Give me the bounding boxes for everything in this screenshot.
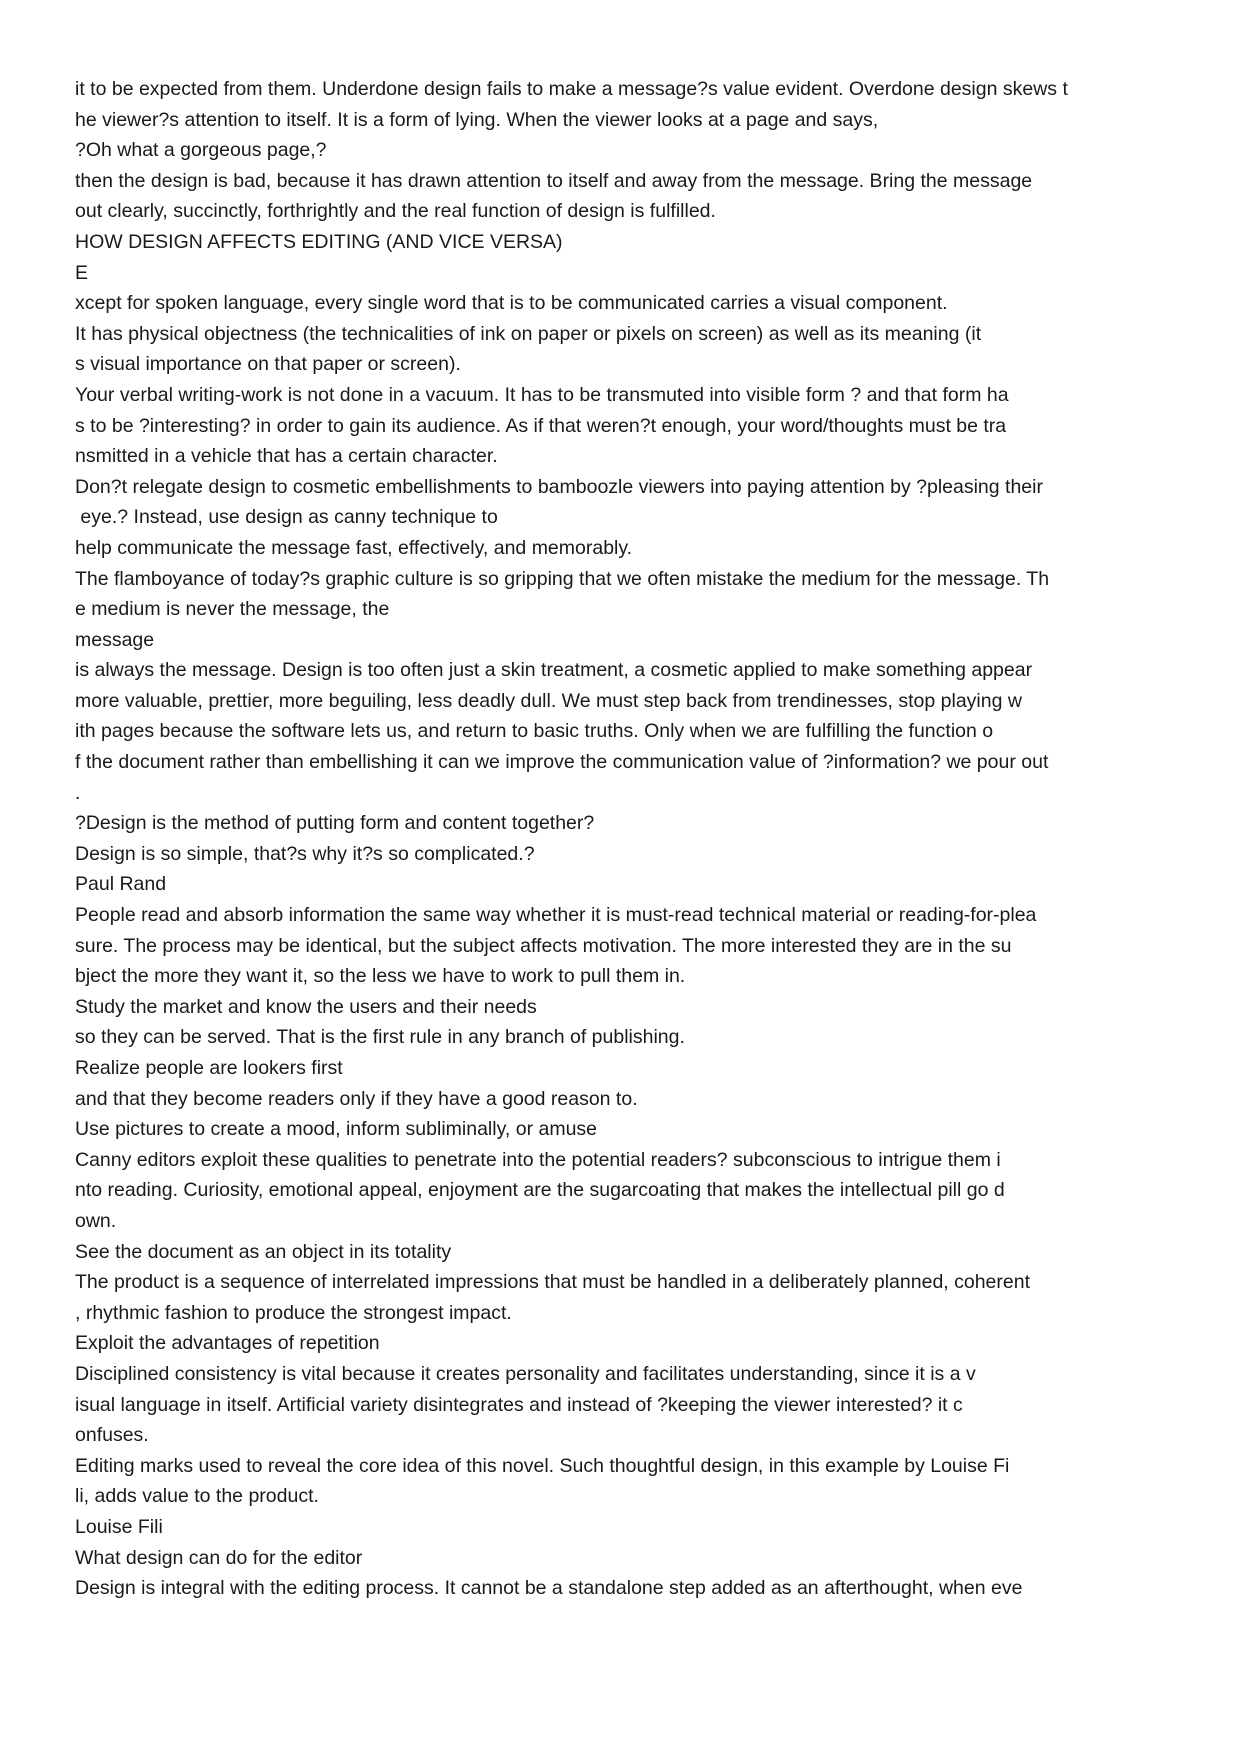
text-line: The product is a sequence of interrelated impressions that must be handled in a deliberately planned, coherent: [75, 1271, 1031, 1294]
text-line: help communicate the message fast, effectively, and memorably.: [75, 536, 633, 559]
text-line: s to be ?interesting? in order to gain its audience. As if that weren?t enough, your word/thoughts must be tra: [75, 414, 1007, 437]
text-line: Don?t relegate design to cosmetic embellishments to bamboozle viewers into paying attention by ?pleasing their: [75, 475, 1043, 498]
text-line: xcept for spoken language, every single word that is to be communicated carries a visual component.: [75, 292, 948, 315]
text-line: nsmitted in a vehicle that has a certain character.: [75, 445, 498, 468]
text-line: bject the more they want it, so the less we have to work to pull them in.: [75, 965, 686, 988]
text-line: message: [75, 628, 155, 651]
text-line: HOW DESIGN AFFECTS EDITING (AND VICE VERSA): [75, 230, 563, 253]
text-line: Paul Rand: [75, 873, 167, 896]
text-line: What design can do for the editor: [75, 1546, 363, 1569]
text-line: it to be expected from them. Underdone design fails to make a message?s value evident. Overdone design skews t: [75, 78, 1068, 100]
text-line: ith pages because the software lets us, and return to basic truths. Only when we are fulfilling the function o: [75, 720, 994, 743]
text-line: .: [75, 781, 81, 804]
text-line: Realize people are lookers first: [75, 1057, 343, 1079]
text-line: E: [75, 261, 89, 284]
text-line: s visual importance on that paper or screen).: [75, 353, 461, 376]
text-line: is always the message. Design is too often just a skin treatment, a cosmetic applied to make something appear: [75, 659, 1033, 682]
text-line: Exploit the advantages of repetition: [75, 1332, 380, 1355]
text-line: ?Design is the method of putting form and content together?: [75, 812, 595, 835]
text-line: then the design is bad, because it has drawn attention to itself and away from the message. Bring the message: [75, 169, 1033, 192]
text-line: Louise Fili: [75, 1515, 163, 1538]
text-line: so they can be served. That is the first rule in any branch of publishing.: [75, 1026, 685, 1049]
document-page: [75, 74, 1185, 1604]
text-line: See the document as an object in its totality: [75, 1240, 452, 1263]
text-line: Study the market and know the users and their needs: [75, 995, 537, 1018]
text-line: , rhythmic fashion to produce the strongest impact.: [75, 1301, 512, 1324]
text-line: own.: [75, 1209, 117, 1232]
text-line: sure. The process may be identical, but the subject affects motivation. The more interested they are in the su: [75, 934, 1012, 957]
text-line: It has physical objectness (the technicalities of ink on paper or pixels on screen) as well as its meaning (it: [75, 322, 982, 345]
text-line: The flamboyance of today?s graphic culture is so gripping that we often mistake the medium for the message. Th: [75, 567, 1050, 590]
text-line: Your verbal writing-work is not done in a vacuum. It has to be transmuted into visible form ? and that form ha: [75, 383, 1009, 406]
text-line: People read and absorb information the same way whether it is must-read technical material or reading-for-plea: [75, 904, 1037, 927]
text-line: f the document rather than embellishing it can we improve the communication value of ?information? we pour out: [75, 751, 1049, 774]
text-line: Disciplined consistency is vital because it creates personality and facilitates understanding, since it is a v: [75, 1362, 976, 1385]
text-line: Design is so simple, that?s why it?s so complicated.?: [75, 842, 535, 865]
text-line: Editing marks used to reveal the core idea of this novel. Such thoughtful design, in this example by Louise Fi: [75, 1454, 1010, 1477]
text-line: ?Oh what a gorgeous page,?: [75, 139, 327, 162]
text-line: Canny editors exploit these qualities to penetrate into the potential readers? subconscious to intrigue them i: [75, 1148, 1001, 1171]
text-line: Use pictures to create a mood, inform subliminally, or amuse: [75, 1118, 598, 1141]
text-line: out clearly, succinctly, forthrightly and the real function of design is fulfilled.: [75, 200, 716, 223]
text-line: and that they become readers only if they have a good reason to.: [75, 1087, 638, 1110]
text-line: isual language in itself. Artificial variety disintegrates and instead of ?keeping the viewer interested? it c: [75, 1393, 963, 1416]
text-line: li, adds value to the product.: [75, 1485, 319, 1508]
text-line: e medium is never the message, the: [75, 598, 390, 621]
text-line: onfuses.: [75, 1424, 149, 1447]
text-line: eye.? Instead, use design as canny technique to: [75, 506, 498, 529]
text-line: he viewer?s attention to itself. It is a form of lying. When the viewer looks at a page and says,: [75, 108, 879, 131]
text-line: more valuable, prettier, more beguiling, less deadly dull. We must step back from trendinesses, stop playing w: [75, 689, 1022, 712]
text-line: Design is integral with the editing process. It cannot be a standalone step added as an afterthought, when eve: [75, 1577, 1023, 1600]
text-line: nto reading. Curiosity, emotional appeal, enjoyment are the sugarcoating that makes the intellectual pill go d: [75, 1179, 1005, 1202]
